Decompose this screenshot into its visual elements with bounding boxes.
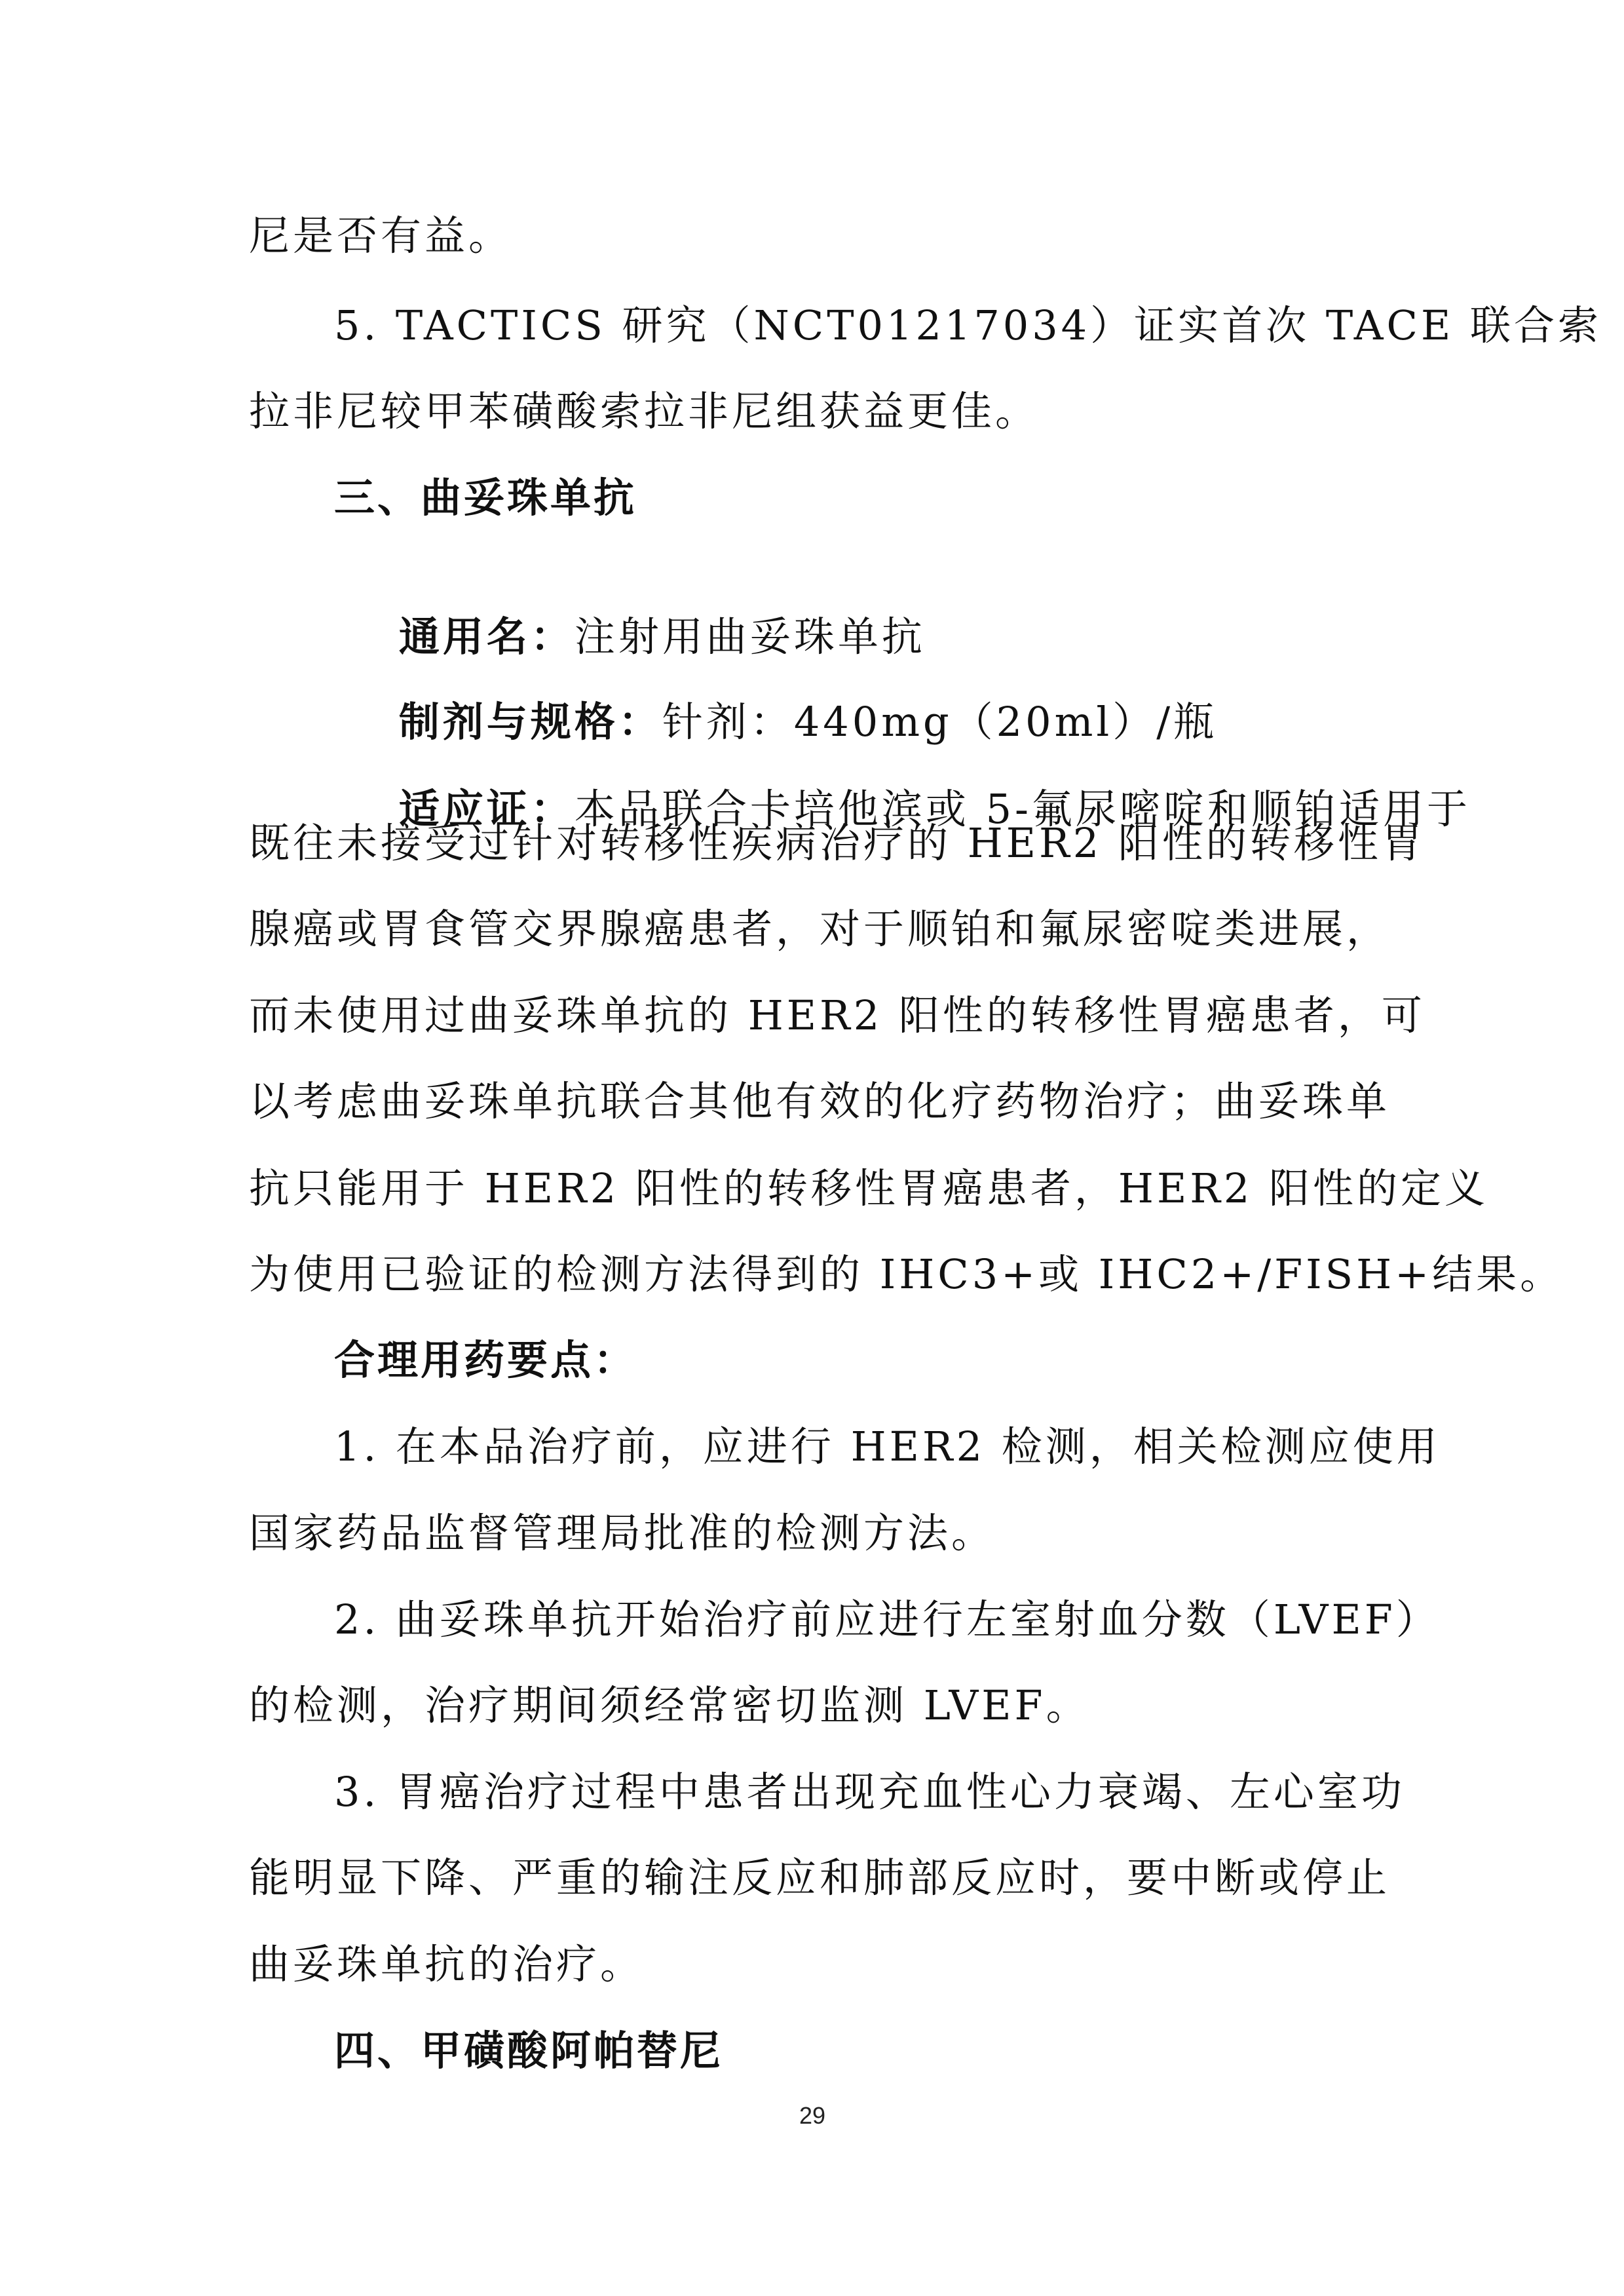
list-item-5-line-1: 5. TACTICS 研究（NCT01217034）证实首次 TACE 联合索 [334,301,1602,349]
section-heading-trastuzumab: 三、曲妥珠单抗 [334,474,637,522]
key-point-3-line-2: 能明显下降、严重的输注反应和肺部反应时，要中断或停止 [249,1854,1391,1902]
key-point-3-line-3: 曲妥珠单抗的治疗。 [249,1940,645,1988]
indication-line: 腺癌或胃食管交界腺癌患者，对于顺铂和氟尿密啶类进展， [249,905,1391,953]
indication-line: 抗只能用于 HER2 阳性的转移性胃癌患者，HER2 阳性的定义 [249,1164,1489,1212]
key-point-1-line-2: 国家药品监督管理局批准的检测方法。 [249,1509,996,1557]
generic-name-value: 注射用曲妥珠单抗 [574,613,926,660]
indication-label: 适应证： [398,785,575,833]
indication-line: 而未使用过曲妥珠单抗的 HER2 阳性的转移性胃癌患者，可 [249,991,1426,1039]
key-point-2-line-1: 2. 曲妥珠单抗开始治疗前应进行左室射血分数（LVEF） [334,1596,1440,1643]
list-item-5-line-2: 拉非尼较甲苯磺酸索拉非尼组获益更佳。 [249,387,1040,435]
formulation-value: 针剂：440mg（20ml）/瓶 [662,698,1218,746]
indication-line: 本品联合卡培他滨或 5-氟尿嘧啶和顺铂适用于 [574,785,1471,833]
indication-line: 为使用已验证的检测方法得到的 IHC3+或 IHC2+/FISH+结果。 [249,1250,1564,1298]
key-points-heading: 合理用药要点： [334,1336,637,1384]
indication-line: 既往未接受过针对转移性疾病治疗的 HER2 阳性的转移性胃 [249,819,1426,867]
page-number: 29 [799,2102,826,2129]
paragraph-line: 尼是否有益。 [249,212,513,259]
key-point-2-line-2: 的检测，治疗期间须经常密切监测 LVEF。 [249,1681,1090,1729]
key-point-1-line-1: 1. 在本品治疗前，应进行 HER2 检测，相关检测应使用 [334,1423,1441,1470]
key-point-3-line-1: 3. 胃癌治疗过程中患者出现充血性心力衰竭、左心室功 [334,1768,1405,1816]
generic-name-label: 通用名： [398,613,575,660]
formulation-label: 制剂与规格： [398,698,662,746]
indication-line: 以考虑曲妥珠单抗联合其他有效的化疗药物治疗；曲妥珠单 [249,1077,1391,1125]
section-heading-apatinib: 四、甲磺酸阿帕替尼 [334,2027,724,2075]
